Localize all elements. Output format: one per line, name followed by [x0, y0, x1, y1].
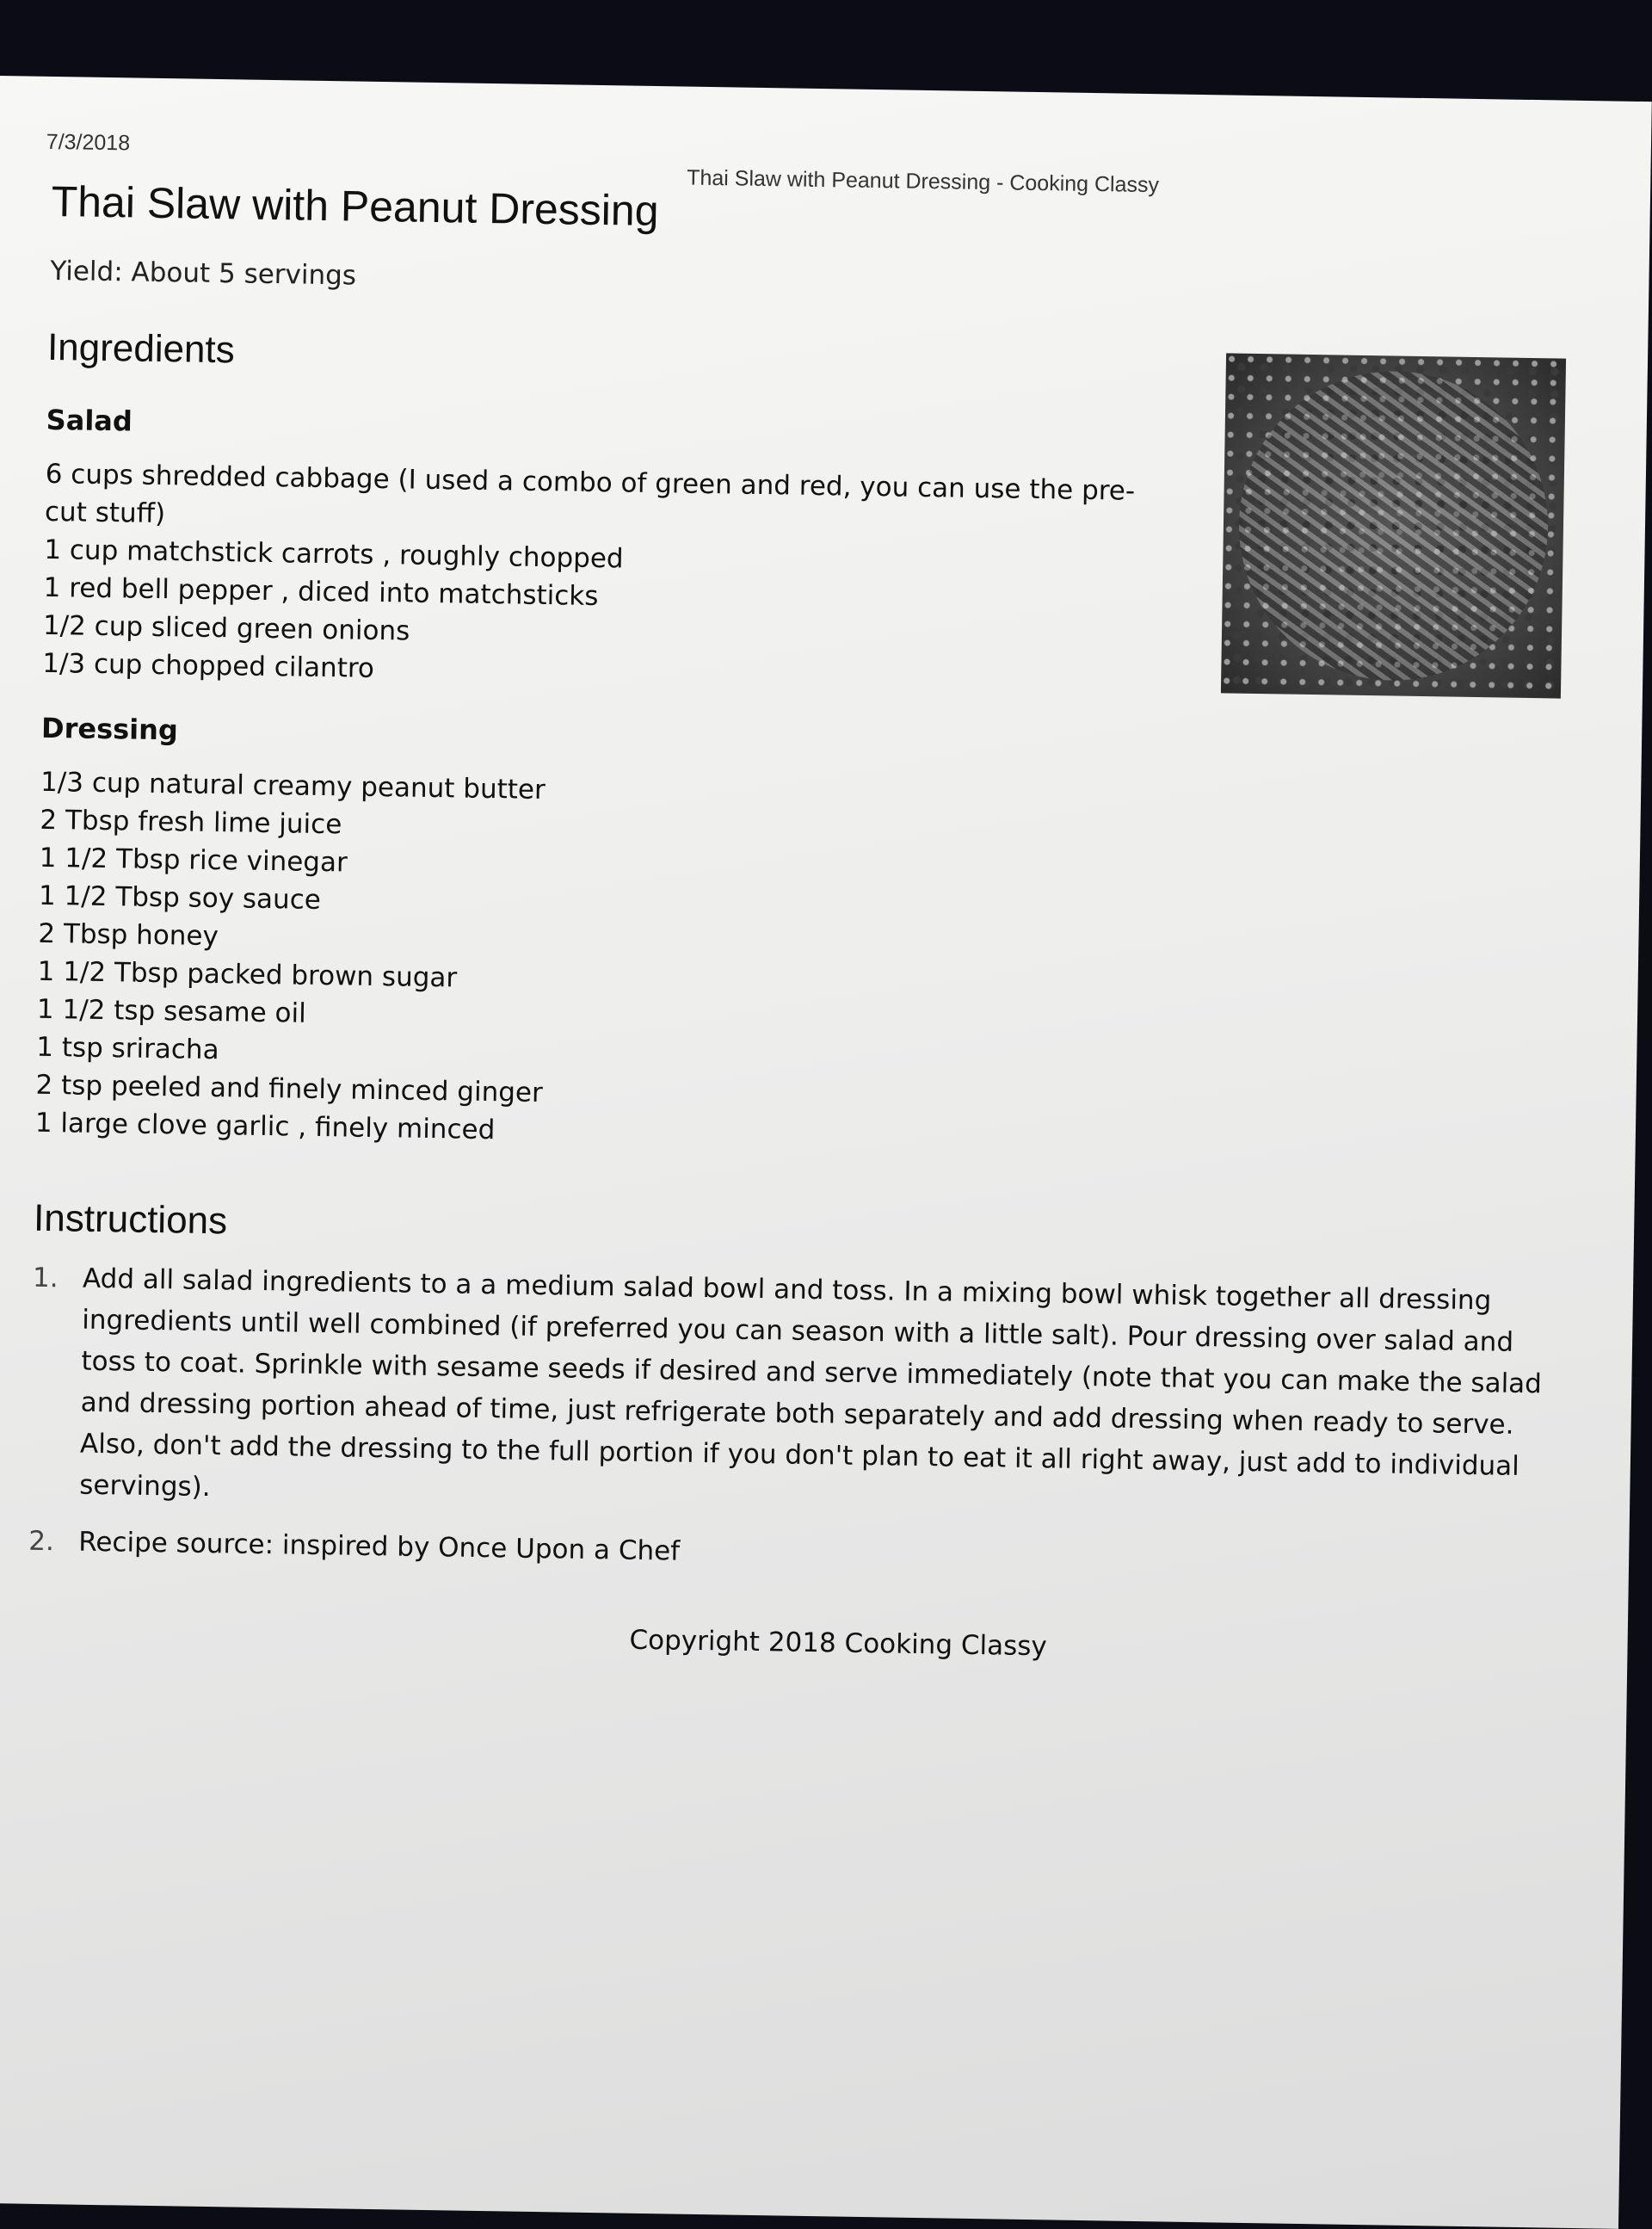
ingredient-item: 1 1/2 Tbsp soy sauce	[38, 880, 322, 916]
ingredient-item: 1/3 cup chopped cilantro	[41, 647, 375, 684]
ingredient-item: 1/3 cup natural creamy peanut butter	[40, 766, 546, 806]
dressing-ingredient-list	[35, 763, 1074, 1158]
ingredient-item: 2 Tbsp honey	[38, 917, 219, 953]
ingredients-heading: Ingredients	[46, 325, 236, 372]
step-number: 1.	[32, 1262, 59, 1294]
ingredient-item: 1 1/2 tsp sesame oil	[36, 993, 307, 1029]
ingredient-item: 1 tsp sriracha	[35, 1031, 219, 1066]
dressing-heading: Dressing	[40, 711, 179, 747]
instruction-step	[29, 1257, 1564, 1529]
ingredient-item: 1 1/2 Tbsp packed brown sugar	[37, 955, 458, 994]
step-number: 2.	[28, 1525, 55, 1558]
ingredient-item: 6 cups shredded cabbage (I used a combo of green and red, you can use the pre-cut stuff)	[44, 458, 1136, 530]
instruction-step	[28, 1521, 1561, 1586]
recipe-yield: Yield: About 5 servings	[50, 255, 357, 292]
ingredient-item: 1 1/2 Tbsp rice vinegar	[39, 842, 348, 879]
ingredient-item: 2 Tbsp fresh lime juice	[40, 804, 342, 841]
step-text: Recipe source: inspired by Once Upon a Chef	[77, 1526, 681, 1567]
instructions-heading: Instructions	[33, 1196, 228, 1243]
salad-heading: Salad	[46, 403, 133, 438]
print-date: 7/3/2018	[46, 129, 131, 156]
recipe-title: Thai Slaw with Peanut Dressing	[51, 176, 659, 236]
ingredient-item: 2 tsp peeled and finely minced ginger	[35, 1069, 544, 1109]
salad-ingredient-list	[42, 455, 1164, 700]
recipe-photo	[1221, 353, 1566, 698]
print-header-title: Thai Slaw with Peanut Dressing - Cooking Classy	[687, 165, 1160, 198]
ingredient-item: 1 cup matchstick carrots , roughly chopped	[44, 534, 624, 575]
printed-page	[0, 76, 1652, 2229]
ingredient-item: 1/2 cup sliced green onions	[42, 609, 410, 647]
copyright-notice: Copyright 2018 Cooking Classy	[629, 1624, 1048, 1663]
instructions-list	[28, 1257, 1565, 1602]
ingredient-item: 1 red bell pepper , diced into matchsticks	[43, 571, 599, 612]
step-text: Add all salad ingredients to a a medium salad bowl and toss. In a mixing bowl whisk together all dressing ingredients until well combined (if preferred you can season with a little salt). Pour dressing over salad and toss to coat. Sprinkle with sesame seeds if desired and serve immediately (note that you can make the salad and dressing portion ahead of time, just refrigerate both separately and add dressing when ready to serve. Also, don't add the dressing to the full portion if you don't plan to eat it all right away, just add to individual servings).	[79, 1263, 1543, 1503]
ingredient-item: 1 large clove garlic , finely minced	[34, 1107, 496, 1146]
